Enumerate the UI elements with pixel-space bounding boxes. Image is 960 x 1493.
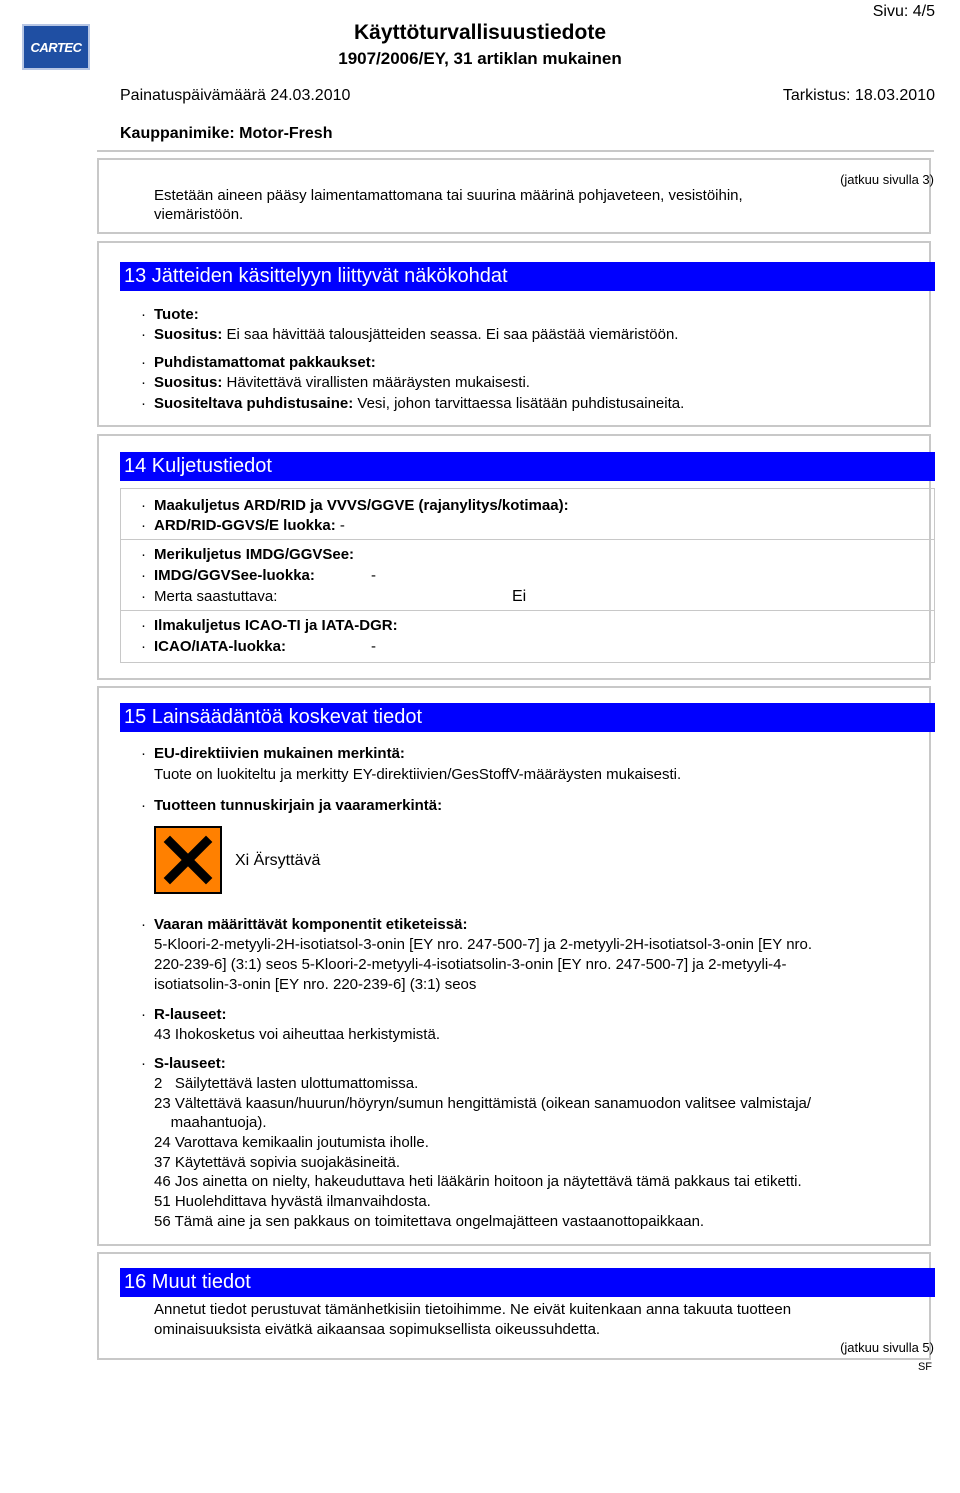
sea-class-label: IMDG/GGVSee-luokka:: [154, 567, 315, 584]
hazard-symbol-label: Tuotteen tunnuskirjain ja vaaramerkintä:: [154, 797, 443, 814]
section-15-heading: 15 Lainsäädäntöä koskevat tiedot: [120, 703, 935, 732]
recommendation-row: · Suositus: Ei saa hävittää talousjätteiden seassa. Ei saa päästää viemäristöön.: [141, 326, 679, 343]
intro-line: viemäristöön.: [154, 206, 244, 223]
transport-divider: [120, 610, 935, 611]
uncleaned-packaging-row: · Puhdistamattomat pakkaukset:: [141, 354, 376, 371]
other-info-line: Annetut tiedot perustuvat tämänhetkisiin tietoihimme. Ne eivät kuitenkaan anna takuuta tuotteen: [154, 1301, 792, 1318]
trade-name: Kauppanimike: Motor-Fresh: [120, 125, 333, 142]
cartec-logo: CARTEC: [22, 24, 90, 70]
document-subtitle: 1907/2006/EY, 31 artiklan mukainen: [338, 49, 622, 68]
irritant-hazard-icon: [154, 826, 222, 894]
section-16-heading: 16 Muut tiedot: [120, 1268, 935, 1297]
components-line: isotiatsolin-3-onin [EY nro. 220-239-6] (3:1) seos: [154, 976, 477, 993]
s-phrase-item: 46 Jos ainetta on nielty, hakeuduttava heti lääkärin hoitoon ja näytettävä tämä pakkaus tai etiketti.: [154, 1173, 802, 1190]
intro-line: Estetään aineen pääsy laimentamattomana tai suurina määrinä pohjaveteen, vesistöihin,: [154, 187, 743, 204]
land-transport-label: Maakuljetus ARD/RID ja VVVS/GGVE (rajanylitys/kotimaa):: [154, 497, 569, 514]
language-code: SF: [917, 1361, 932, 1373]
continued-to: (jatkuu sivulla 5): [840, 1340, 934, 1355]
packaging-recommendation-label: Suositus:: [154, 374, 223, 391]
air-class-value: -: [371, 638, 376, 655]
s-phrase-item: 23 Vältettävä kaasun/huurun/höyryn/sumun hengittämistä (oikean sanamuodon valitsee valmistaja/: [154, 1095, 812, 1112]
air-class-row: · ICAO/IATA-luokka:: [141, 638, 286, 655]
cleaning-agent-text: Vesi, johon tarvittaessa lisätään puhdistusaineita.: [357, 395, 685, 412]
s-phrase-item: maahantuoja).: [154, 1114, 267, 1131]
document-title: Käyttöturvallisuustiedote: [353, 21, 607, 44]
product-row: · Tuote:: [141, 306, 199, 323]
recommendation-label: Suositus:: [154, 326, 223, 343]
eu-labelling-text: Tuote on luokiteltu ja merkitty EY-direktiivien/GesStoffV-määräysten mukaisesti.: [154, 766, 682, 783]
s-phrase-item: 51 Huolehdittava hyvästä ilmanvaihdosta.: [154, 1193, 431, 1210]
marine-pollutant-value: Ei: [512, 588, 527, 605]
land-class-label: ARD/RID-GGVS/E luokka:: [154, 517, 336, 534]
s-phrases-row: · S-lauseet:: [141, 1055, 226, 1072]
land-transport-row: · Maakuljetus ARD/RID ja VVVS/GGVE (rajanylitys/kotimaa):: [141, 497, 569, 514]
transport-divider: [120, 539, 935, 540]
cleaning-agent-label: Suositeltava puhdistusaine:: [154, 395, 354, 412]
section-13-heading: 13 Jätteiden käsittelyyn liittyvät näkökohdat: [120, 262, 935, 291]
land-class-value: -: [339, 517, 345, 534]
continued-from: (jatkuu sivulla 3): [840, 172, 934, 187]
header-divider: [97, 150, 934, 152]
page-number: Sivu: 4/5: [872, 3, 935, 20]
components-label: Vaaran määrittävät komponentit etiketeissä:: [154, 916, 468, 933]
s-phrase-item: 56 Tämä aine ja sen pakkaus on toimitettava ongelmajätteen vastaanottopaikkaan.: [154, 1213, 705, 1230]
x-cross-icon: [156, 828, 220, 892]
r-phrases-label: R-lauseet:: [154, 1006, 227, 1023]
eu-labelling-row: · EU-direktiivien mukainen merkintä:: [141, 745, 405, 762]
sea-transport-row: · Merikuljetus IMDG/GGVSee:: [141, 546, 355, 563]
sea-transport-label: Merikuljetus IMDG/GGVSee:: [154, 546, 355, 563]
marine-pollutant-label: Merta saastuttava:: [154, 588, 278, 605]
section-14-heading: 14 Kuljetustiedot: [120, 452, 935, 481]
s-phrase-item: 2 Säilytettävä lasten ulottumattomissa.: [154, 1075, 419, 1092]
marine-pollutant-row: · Merta saastuttava:: [141, 588, 278, 605]
eu-labelling-label: EU-direktiivien mukainen merkintä:: [154, 745, 405, 762]
hazard-symbol-text: Xi Ärsyttävä: [235, 852, 321, 869]
revision-date: Tarkistus: 18.03.2010: [782, 87, 935, 104]
hazard-symbol-row: · Tuotteen tunnuskirjain ja vaaramerkintä:: [141, 797, 443, 814]
packaging-recommendation-text: Hävitettävä virallisten määräysten mukaisesti.: [226, 374, 530, 391]
s-phrases-label: S-lauseet:: [154, 1055, 226, 1072]
packaging-recommendation-row: · Suositus: Hävitettävä virallisten määräysten mukaisesti.: [141, 374, 530, 391]
air-transport-label: Ilmakuljetus ICAO-TI ja IATA-DGR:: [154, 617, 398, 634]
cleaning-agent-row: · Suositeltava puhdistusaine: Vesi, johon tarvittaessa lisätään puhdistusaineita.: [141, 395, 685, 412]
components-line: 220-239-6] (3:1) seos 5-Kloori-2-metyyli-4-isotiatsolin-3-onin [EY nro. 247-500-7] ja 2-metyyli-4-: [154, 956, 787, 973]
air-transport-row: · Ilmakuljetus ICAO-TI ja IATA-DGR:: [141, 617, 398, 634]
other-info-line: ominaisuuksista eivätkä aikaansaa sopimuksellista oikeussuhdetta.: [154, 1321, 601, 1338]
components-row: · Vaaran määrittävät komponentit etiketeissä:: [141, 916, 468, 933]
sea-class-row: · IMDG/GGVSee-luokka:: [141, 567, 315, 584]
r-phrases-row: · R-lauseet:: [141, 1006, 227, 1023]
print-date: Painatuspäivämäärä 24.03.2010: [120, 87, 351, 104]
components-line: 5-Kloori-2-metyyli-2H-isotiatsol-3-onin [EY nro. 247-500-7] ja 2-metyyli-2H-isotiatsol-3-onin [EY nro.: [154, 936, 813, 953]
land-class-row: · ARD/RID-GGVS/E luokka: -: [141, 517, 345, 534]
s-phrase-item: 37 Käytettävä sopivia suojakäsineitä.: [154, 1154, 400, 1171]
r-phrase-text: 43 Ihokosketus voi aiheuttaa herkistymistä.: [154, 1026, 440, 1043]
sea-class-value: -: [371, 567, 376, 584]
uncleaned-packaging-label: Puhdistamattomat pakkaukset:: [154, 354, 376, 371]
s-phrase-item: 24 Varottava kemikaalin joutumista iholle.: [154, 1134, 429, 1151]
product-label: Tuote:: [154, 306, 199, 323]
air-class-label: ICAO/IATA-luokka:: [154, 638, 286, 655]
recommendation-text: Ei saa hävittää talousjätteiden seassa. Ei saa päästää viemäristöön.: [226, 326, 679, 343]
